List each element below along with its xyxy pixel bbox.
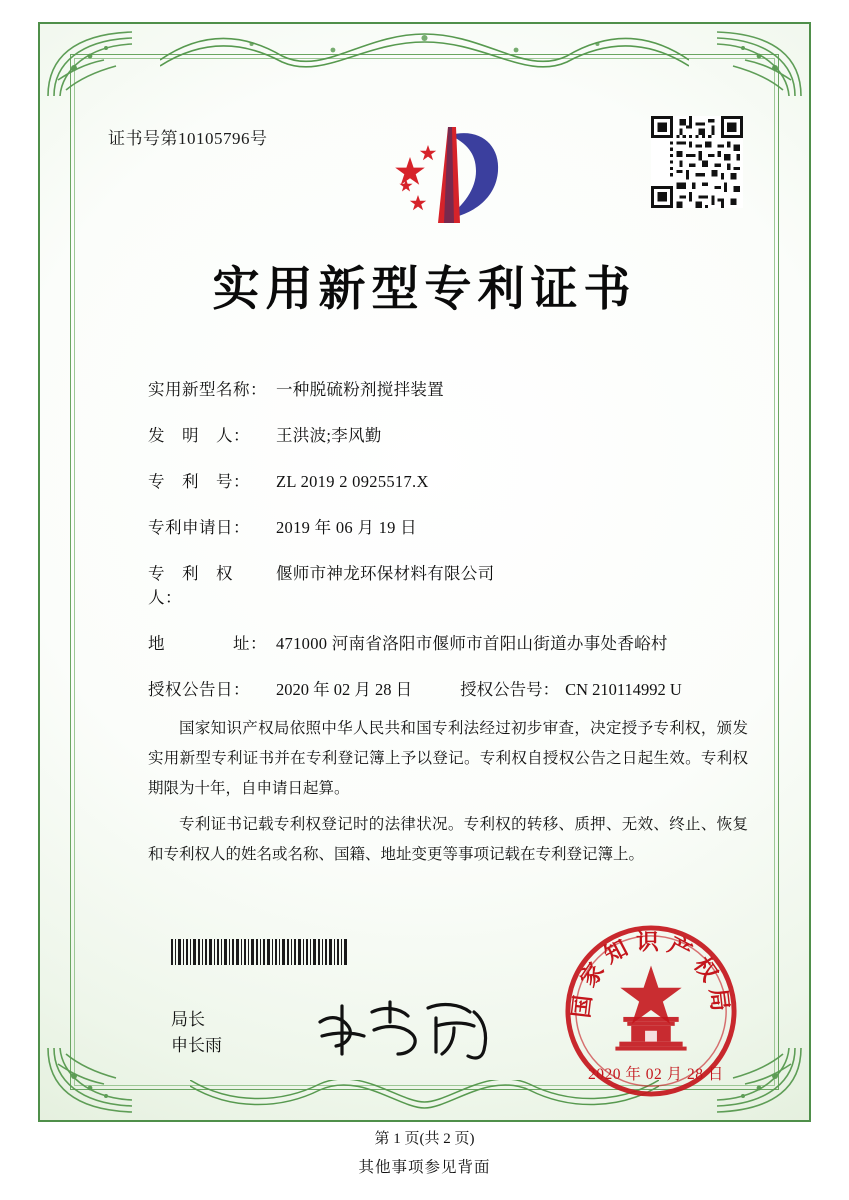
field-label: 专 利 权 人： <box>148 564 250 607</box>
grant-date-label: 授权公告日： <box>148 680 250 699</box>
director-name: 申长雨 <box>171 1036 222 1055</box>
cnipa-logo-icon <box>376 119 526 239</box>
corner-ornament-bottom-left <box>44 1044 136 1116</box>
grant-date-value: 2020 年 02 月 28 日 <box>276 680 413 699</box>
field-label: 专 利 号： <box>148 472 250 491</box>
field-value: 王洪波;李风勤 <box>276 426 382 445</box>
legal-text-block <box>148 714 748 876</box>
field-label: 实用新型名称： <box>148 380 267 399</box>
page-number: 第 1 页(共 2 页) <box>374 1131 475 1147</box>
field-inventors <box>148 422 748 446</box>
qr-code-icon <box>651 116 743 208</box>
handwritten-signature-icon <box>308 992 508 1068</box>
field-grant-announcement <box>148 676 748 700</box>
certificate-frame <box>38 22 811 1147</box>
top-ornament-band <box>160 26 689 72</box>
barcode-icon <box>171 939 349 965</box>
field-value: 偃师市神龙环保材料有限公司 <box>276 564 495 583</box>
field-value: 471000 河南省洛阳市偃师市首阳山街道办事处香峪村 <box>276 634 668 653</box>
director-title: 局长 <box>171 1010 205 1029</box>
page-title: 实用新型专利证书 <box>212 262 637 317</box>
field-value: 2019 年 06 月 19 日 <box>276 518 417 537</box>
corner-ornament-top-right <box>713 28 805 100</box>
certificate-number: 证书号第10105796号 <box>108 129 268 148</box>
field-list <box>148 376 748 722</box>
paragraph-2: 专利证书记载专利权登记时的法律状况。专利权的转移、质押、无效、终止、恢复和专利权人的姓名或名称、国籍、地址变更等事项记载在专利登记簿上。 <box>148 816 748 863</box>
field-label: 发 明 人： <box>148 426 250 445</box>
grant-number-value: CN 210114992 U <box>565 680 682 699</box>
svg-text:国家知识产权局: 国家知识产权局 <box>568 929 734 1020</box>
seal-date: 2020 年 02 月 28 日 <box>588 1066 724 1083</box>
field-application-date <box>148 514 748 538</box>
field-value: ZL 2019 2 0925517.X <box>276 472 429 491</box>
field-value: 一种脱硫粉剂搅拌装置 <box>276 380 444 399</box>
grant-number-label: 授权公告号： <box>460 680 560 699</box>
field-patent-number <box>148 468 748 492</box>
field-label: 专利申请日： <box>148 518 250 537</box>
footnote: 其他事项参见背面 <box>358 1159 491 1176</box>
corner-ornament-top-left <box>44 28 136 100</box>
field-address <box>148 630 748 654</box>
paragraph-1: 国家知识产权局依照中华人民共和国专利法经过初步审查，决定授予专利权，颁发实用新型专利证书并在专利登记簿上予以登记。专利权自授权公告之日起生效。专利权期限为十年，自申请日起算。 <box>148 720 748 797</box>
signature-block <box>171 1007 222 1059</box>
field-label: 地 址： <box>148 634 267 653</box>
field-patentee <box>148 560 748 608</box>
field-utility-model-name <box>148 376 748 400</box>
